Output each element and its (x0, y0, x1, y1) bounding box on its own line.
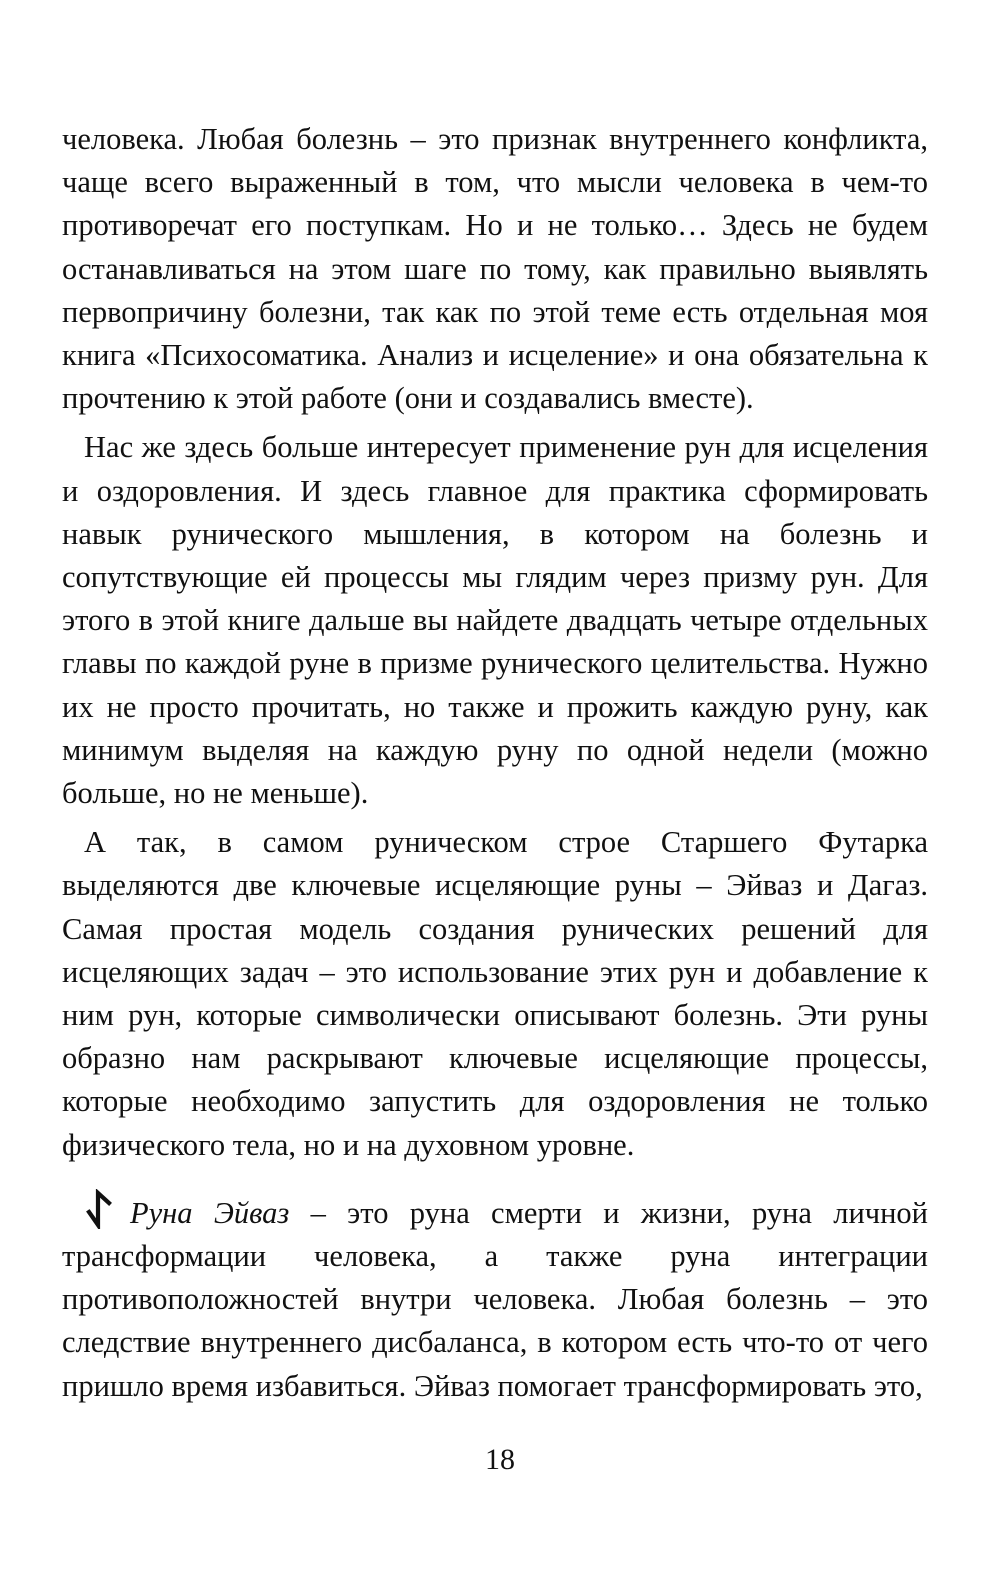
paragraph-text: – это руна смерти и жизни, руна личной трансформации человека, а также руна интеграции противоположностей внутри человека. Любая болезнь – это следствие внутреннего дисбаланса, в котором есть что-то от чего пришло время избавиться. Эйваз помогает трансформировать это, (62, 1195, 928, 1403)
paragraph: человека. Любая болезнь – это признак внутреннего конфликта, чаще всего выраженный в том, что мысли человека в чем-то противоречат его поступкам. Но и не только… Здесь не будем останавливаться на этом шаге по тому, как правильно выявлять первопричину болезни, так как по этой теме есть отдельная моя книга «Психосоматика. Анализ и исцеление» и она обязательна к прочтению к этой работе (они и создавались вместе). (62, 122, 928, 416)
paragraph: А так, в самом руническом строе Старшего Футарка выделяются две ключевые исцеляющие руны – Эйваз и Дагаз. Самая простая модель создания рунических решений для исцеляющих задач – это использование этих рун и добавление к ним рун, которые символически описывают болезнь. Эти руны образно нам раскрывают ключевые исцеляющие процессы, которые необходимо запустить для оздоровления не только физического тела, но и на духовном уровне. (62, 825, 928, 1162)
rune-term: Руна Эйваз (130, 1195, 290, 1230)
eihwaz-rune-icon (84, 1189, 118, 1229)
page-number: 18 (485, 1443, 515, 1476)
paragraph: Нас же здесь больше интересует применение рун для исцеления и оздоровления. И здесь главное для практика сформировать навык рунического мышления, в котором на болезнь и сопутствующие ей процессы мы глядим через призму рун. Для этого в этой книге дальше вы найдете двадцать четыре отдельных главы по каждой руне в призме рунического целительства. Нужно их не просто прочитать, но также и прожить каждую руну, как минимум выделяя на каждую руну по одной недели (можно больше, но не меньше). (62, 430, 928, 811)
body-text (62, 118, 928, 1408)
paragraph (62, 1189, 928, 1408)
